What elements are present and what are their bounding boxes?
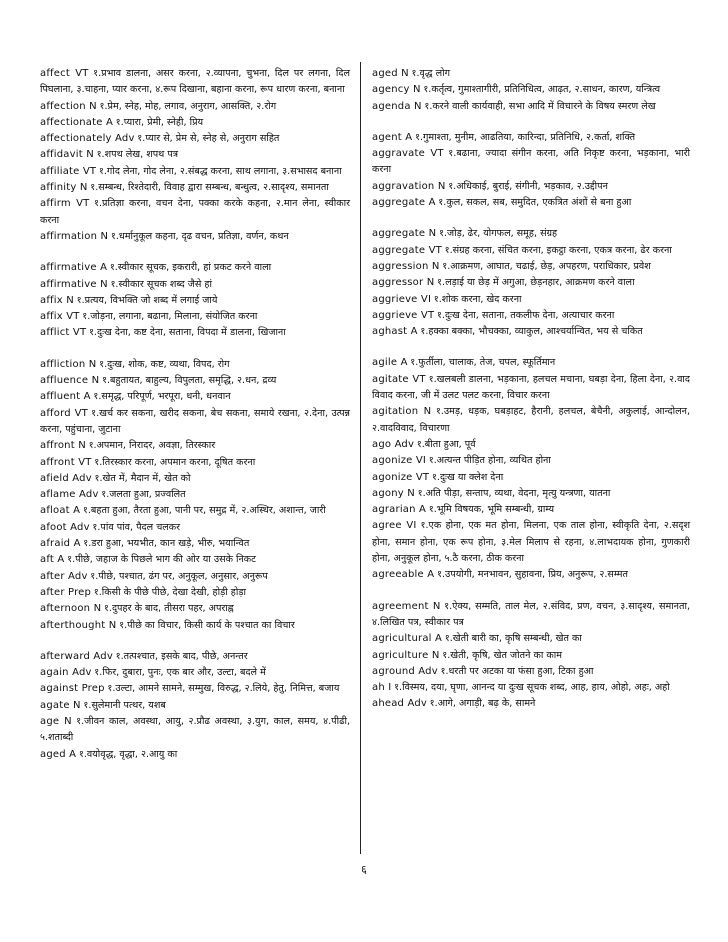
entry-definition: १.गोद लेना, गोद लेना, २.संबद्ध करना, साथ लगाना, ३.सभासद बनाना [98,165,342,177]
entry-headword: afloat A [40,505,81,517]
entry-definition: १.अति पीड़ा, सन्ताप, व्यथा, वेदना, मृत्यु यन्त्रणा, यातना [417,487,611,499]
dictionary-entry [372,648,690,664]
dictionary-entry [372,518,690,567]
entry-definition: १.विस्मय, दया, घृणा, आनन्द या दुःख सूचक शब्द, आह, हाय, ओहो, अहः, अहो [394,682,670,694]
entry-definition: १.उल्टा, आमने सामने, सम्मुख, विरुद्ध, २.लिये, हेतु, निमित्त, बजाय [107,683,340,695]
entry-spacer [40,245,350,260]
dictionary-entry [40,309,350,325]
entry-headword: aggravate VT [372,148,444,160]
entry-headword: aggressor N [372,277,435,289]
entry-headword: agrarian A [372,504,427,516]
entry-headword: affidavit N [40,149,94,161]
dictionary-entry [372,243,690,259]
entry-definition: १.प्रत्यय, विभक्ति जो शब्द में लगाई जाये [76,294,218,306]
dictionary-entry [40,180,350,196]
entry-headword: aft A [40,554,65,566]
entry-headword: affiliate VT [40,165,97,177]
entry-definition: १.उपयोगी, मनभावन, सुहावना, प्रिय, अनुरूप, २.सम्मत [436,569,628,581]
entry-headword: aged A [40,748,77,760]
entry-headword: agriculture N [372,649,440,661]
dictionary-entry [40,455,350,471]
dictionary-entry [40,99,350,115]
dictionary-entry [372,437,690,453]
entry-headword: ahead Adv [372,698,428,710]
dictionary-entry [372,82,690,98]
entry-headword: agree VI [372,520,417,532]
dictionary-entry [40,520,350,536]
dictionary-entry [40,115,350,131]
dictionary-entry [372,470,690,486]
entry-definition: १.करने वाली कार्यवाही, सभा आदि में विचारने के विषय स्मरण लेख [424,100,656,112]
dictionary-entry [372,599,690,632]
dictionary-entry [40,569,350,585]
dictionary-entry [40,714,350,747]
dictionary-entry [372,664,690,680]
dictionary-entry [40,373,350,389]
dictionary-entry [40,277,350,293]
entry-definition: १.खेती, कृषि, खेत जोतने का काम [442,649,562,661]
entry-definition: १.आगे, अगाड़ी, बढ़ के, सामने [429,698,536,710]
entry-headword: afterthought N [40,619,117,631]
dictionary-entry [40,698,350,714]
dictionary-entry [40,536,350,552]
entry-headword: affirmative A [40,262,108,274]
dictionary-entry [372,66,690,82]
entry-headword: affront VT [40,456,92,468]
entry-definition: १.अत्यन्त पीड़ित होना, व्यथित होना [428,455,551,467]
entry-definition: १.धर्मानुकूल कहना, दृढ वचन, प्रतिज्ञा, वर्णन, कथन [110,230,289,242]
dictionary-entry [40,406,350,439]
entry-definition: १.प्यारा, प्रेमी, स्नेही, प्रिय [115,116,204,128]
entry-definition: १.बीता हुआ, पूर्व [416,438,476,450]
entry-definition: १.वृद्ध लोग [411,68,450,79]
dictionary-entry [40,665,350,681]
entry-spacer [372,584,690,599]
entry-definition: १.गुमाश्ता, मुनीम, आढतिया, कारिन्दा, प्रतिनिधि, २.कर्ता, शक्ति [414,131,636,143]
entry-headword: agency N [372,84,421,96]
entry-headword: agenda N [372,100,422,112]
entry-headword: agonize VI [372,455,427,467]
dictionary-entry [40,325,350,341]
dictionary-entry [40,357,350,373]
entry-definition: १.अपमान, निरादर, अवज्ञा, तिरस्कार [88,440,216,452]
dictionary-entry [372,259,690,275]
entry-definition: १.संग्रह करना, संचित करना, इकट्ठा करना, एकत्र करना, ढेर करना [444,244,672,256]
entry-headword: agricultural A [372,633,443,645]
entry-definition: १.भूमि विषयक, भूमि सम्बन्धी, ग्राम्य [428,504,555,516]
dictionary-entry [372,567,690,583]
dictionary-entry [372,275,690,291]
dictionary-entry [372,195,690,211]
entry-spacer [372,211,690,226]
dictionary-entry [372,696,690,712]
entry-definition: १.स्वीकार सूचक, इकरारी, हां प्रकट करने वाला [109,262,272,274]
entry-definition: १.पांव पांव, पैदल चलकर [92,521,181,533]
entry-headword: agony N [372,487,415,499]
entry-definition: १.खेती बारी का, कृषि सम्बन्धी, खेत का [444,633,582,645]
dictionary-entry [40,147,350,163]
dictionary-entry [372,631,690,647]
entry-headword: afield Adv [40,472,92,484]
entry-headword: affect VT [40,68,89,79]
entry-headword: aground Adv [372,665,438,677]
entry-definition: १.पीछे, पश्चात, ढंग पर, अनुकूल, अनुसार, अनुरूप [90,570,268,582]
entry-definition: १.डरा हुआ, भयभीत, कान खड़े, भीरु, भयान्वित [83,538,250,550]
entry-definition: १.फुर्तीला, चालाक, तेज, चपल, स्फूर्तिमान [410,357,556,369]
entry-headword: agile A [372,357,408,369]
right-column [372,66,690,713]
entry-spacer [40,342,350,357]
entry-spacer [372,340,690,355]
entry-headword: agitate VT [372,373,426,385]
entry-definition: १.जीवन काल, अवस्था, आयु, २.प्रौढ अवस्था, ३.युग, काल, समय, ४.पीढी, ५.शताब्दी [40,715,350,744]
entry-headword: afternoon N [40,603,102,615]
entry-headword: after Adv [40,570,88,582]
entry-headword: afoot Adv [40,521,90,533]
dictionary-entry [40,229,350,245]
dictionary-entry [372,680,690,696]
entry-definition: १.पीछे, जहाज के पिछले भाग की ओर या उसके निकट [67,554,257,566]
entry-headword: agreement N [372,600,441,612]
entry-definition: १.दुपहर के बाद, तीसरा पहर, अपराह्न [103,603,234,615]
entry-definition: १.खलबली डालना, भड़काना, हलचल मचाना, घबड़ा देना, हिला देना, २.वाद विवाद करना, जी में उलट पलट करना, विचार करना [372,373,690,402]
entry-definition: १.कुल, सकल, सब, समुदित, एकत्रित अंशों से बना हुआ [438,197,632,209]
entry-definition: १.प्रतिज्ञा करना, वचन देना, पक्का करके कहना, २.मान लेना, स्वीकार करना [40,198,350,226]
dictionary-entry [40,260,350,276]
entry-definition: १.आक्रमण, आघात, चढाई, छेड़, अपहरण, पराधिकार, प्रवेश [442,260,651,272]
entry-definition: १.दुःख, शोक, कष्ट, व्यथा, विपद, रोग [99,358,230,370]
dictionary-entry [40,503,350,519]
entry-definition: १.शपथ लेख, शपथ पत्र [96,149,179,161]
column-divider [360,62,361,854]
entry-headword: against Prep [40,683,105,695]
entry-headword: aflame Adv [40,489,99,501]
entry-headword: age N [40,715,72,727]
entry-definition: १.प्रभाव डालना, असर करना, २.व्यापना, चुभना, दिल पर लगना, दिल पिघलाना, ३.चाहना, प्यार करना, ४.रूप दिखाना, बहाना करना, रूप धारण करना, बनाना [40,68,350,96]
entry-headword: affluent A [40,391,91,403]
dictionary-entry [40,681,350,697]
entry-definition: १.किसी के पीछे पीछे, देखा देखी, होड़ी होड़ा [93,586,246,598]
dictionary-entry [40,649,350,665]
entry-headword: affront N [40,440,86,452]
entry-definition: १.अधिकाई, बुराई, संगीनी, भड़काव, २.उद्दीपन [448,180,608,192]
entry-definition: १.खर्च कर सकना, खरीद सकना, बेच सकना, समाये रखना, २.देना, उत्पन्न करना, पहुंचाना, जुटाना [40,407,350,435]
entry-definition: १.उमड़, धड़क, घबड़ाहट, हैरानी, हलचल, बेचैनी, अकुलाई, आन्दोलन, २.वादविवाद, विचारणा [372,406,691,434]
dictionary-entry [372,486,690,502]
entry-definition: १.जोड़ना, लगाना, बढाना, मिलाना, संयोजित करना [82,311,258,323]
entry-definition: १.खेत में, मैदान में, खेत को [94,472,191,484]
entry-definition: १.धरती पर अटका या फंसा हुआ, टिका हुआ [440,665,594,677]
entry-headword: aggrieve VT [372,309,435,321]
entry-definition: १.एक होना, एक मत होना, मिलना, एक ताल होना, स्वीकृति देना, २.सदृश होना, समान होना, एक रूप होना, ३.मेल मिलाप से रहना, ४.लाभदायक होना, गुणकारी होना, अनुकूल होना, ५.ठै करना, ठीक करना [372,520,690,565]
entry-headword: after Prep [40,586,92,598]
dictionary-entry [40,293,350,309]
dictionary-entry [372,99,690,115]
dictionary-entry [40,438,350,454]
entry-headword: agreeable A [372,569,435,581]
dictionary-entry [372,372,690,405]
entry-headword: affliction N [40,358,97,370]
entry-definition: १.कर्तृत्व, गुमाश्तागीरी, प्रतिनिधित्व, आढ़त, २.साधन, कारण, यन्त्रित्व [423,84,661,96]
entry-headword: aggregate VT [372,244,442,256]
entry-definition: १.वयोवृद्ध, वृद्धा, २.आयु का [78,748,178,760]
dictionary-entry [372,179,690,195]
entry-headword: ah I [372,682,392,694]
entry-definition: १.समृद्ध, परिपूर्ण, भरपूरा, धनी, धनवान [93,391,231,403]
dictionary-entry [372,130,690,146]
entry-definition: १.प्रेम, स्नेह, मोह, लगाव, अनुराग, आसक्ति, २.रोग [99,100,277,112]
entry-definition: १.ऐक्य, सम्मति, ताल मेल, २.संविद, प्रण, वचन, ३.सादृश्य, समानता, ४.लिखित पत्र, स्वीकार पत्र [372,600,690,628]
entry-headword: affinity N [40,182,88,194]
entry-headword: affirm VT [40,198,90,210]
dictionary-entry [372,308,690,324]
entry-definition: १.शोक करना, खेद करना [433,293,522,305]
entry-headword: affirmative N [40,278,108,290]
entry-headword: agate N [40,699,81,711]
entry-headword: again Adv [40,667,92,679]
dictionary-entry [40,747,350,763]
entry-headword: afflict VT [40,327,87,339]
entry-headword: affectionately Adv [40,133,135,145]
dictionary-entry [372,355,690,371]
dictionary-entry [40,585,350,601]
entry-definition: १.सम्बन्ध, रिश्तेदारी, विवाह द्वारा सम्बन्ध, बन्धुत्व, २.सादृश्य, समानता [90,182,329,194]
dictionary-entry [372,453,690,469]
dictionary-entry [372,404,690,437]
dictionary-entry [40,618,350,634]
entry-definition: १.दुःख या क्लेश देना [431,471,504,483]
dictionary-entry [40,196,350,229]
left-column [40,66,350,763]
entry-headword: aggression N [372,260,440,272]
entry-headword: affectionate A [40,116,113,128]
entry-definition: १.जोड़, ढेर, योगफल, समूह, संग्रह [438,228,558,240]
entry-definition: १.फिर, दुबारा, पुनः, एक बार और, उल्टा, बदले में [94,667,266,679]
dictionary-entry [40,66,350,99]
entry-definition: १.जलता हुआ, प्रज्वलित [101,489,186,501]
entry-headword: agitation N [372,406,432,418]
entry-definition: १.बढाना, ज्यादा संगीन करना, अति निकृष्ट करना, भड़काना, भारी करना [372,148,690,176]
entry-headword: affix N [40,294,74,306]
entry-headword: aggrieve VI [372,293,432,305]
dictionary-entry [40,131,350,147]
entry-definition: १.हक्का बक्का, भौचक्का, व्याकुल, आश्चर्यान्वित, भय से चकित [420,326,643,338]
page-number: ६ [361,863,367,876]
entry-definition: १.बहुतायत, बाहुल्य, विपुलता, समृद्धि, २.धन, द्रव्य [101,375,277,387]
entry-definition: १.बहता हुआ, तैरता हुआ, पानी पर, समुद्र में, २.अस्थिर, अशान्त, जारी [82,505,326,517]
entry-headword: affix VT [40,311,80,323]
entry-headword: ago Adv [372,438,415,450]
entry-headword: affection N [40,100,97,112]
entry-headword: aggregate A [372,197,436,209]
entry-headword: afford VT [40,407,88,419]
entry-headword: afraid A [40,538,81,550]
entry-headword: afterward Adv [40,650,113,662]
entry-definition: १.प्यार से, प्रेम से, स्नेह से, अनुराग सहित [137,133,280,145]
dictionary-entry [40,164,350,180]
dictionary-entry [40,552,350,568]
dictionary-entry [40,389,350,405]
entry-definition: १.दुःख देना, सताना, तकलीफ देना, अत्याचार करना [436,309,615,321]
entry-headword: agonize VT [372,471,430,483]
dictionary-entry [372,292,690,308]
entry-headword: aged N [372,68,409,79]
entry-definition: १.सुलेमानी पत्थर, यशब [83,699,166,711]
entry-definition: १.स्वीकार सूचक शब्द जैसे हां [110,278,212,290]
dictionary-entry [40,471,350,487]
dictionary-entry [372,226,690,242]
dictionary-entry [372,502,690,518]
dictionary-entry [372,146,690,179]
dictionary-entry [40,487,350,503]
entry-spacer [372,115,690,130]
entry-headword: aggravation N [372,180,446,192]
entry-headword: affirmation N [40,230,109,242]
entry-headword: agent A [372,131,413,143]
entry-spacer [40,634,350,649]
entry-headword: affluence N [40,375,100,387]
entry-definition: १.लड़ाई या छेड़ में अगुआ, छेड़नहार, आक्रमण करने वाला [437,277,635,289]
dictionary-entry [40,601,350,617]
entry-definition: १.तिरस्कार करना, अपमान करना, दूषित करना [94,456,256,468]
dictionary-entry [372,324,690,340]
entry-headword: aghast A [372,326,418,338]
entry-definition: १.पीछे का विचार, किसी कार्य के पश्चात का विचार [119,619,295,631]
entry-headword: aggregate N [372,228,437,240]
entry-definition: १.दुःख देना, कष्ट देना, सताना, विपदा में डालना, खिजाना [88,327,286,339]
entry-definition: १.तत्पश्चात, इसके बाद, पीछे, अनन्तर [115,650,248,662]
